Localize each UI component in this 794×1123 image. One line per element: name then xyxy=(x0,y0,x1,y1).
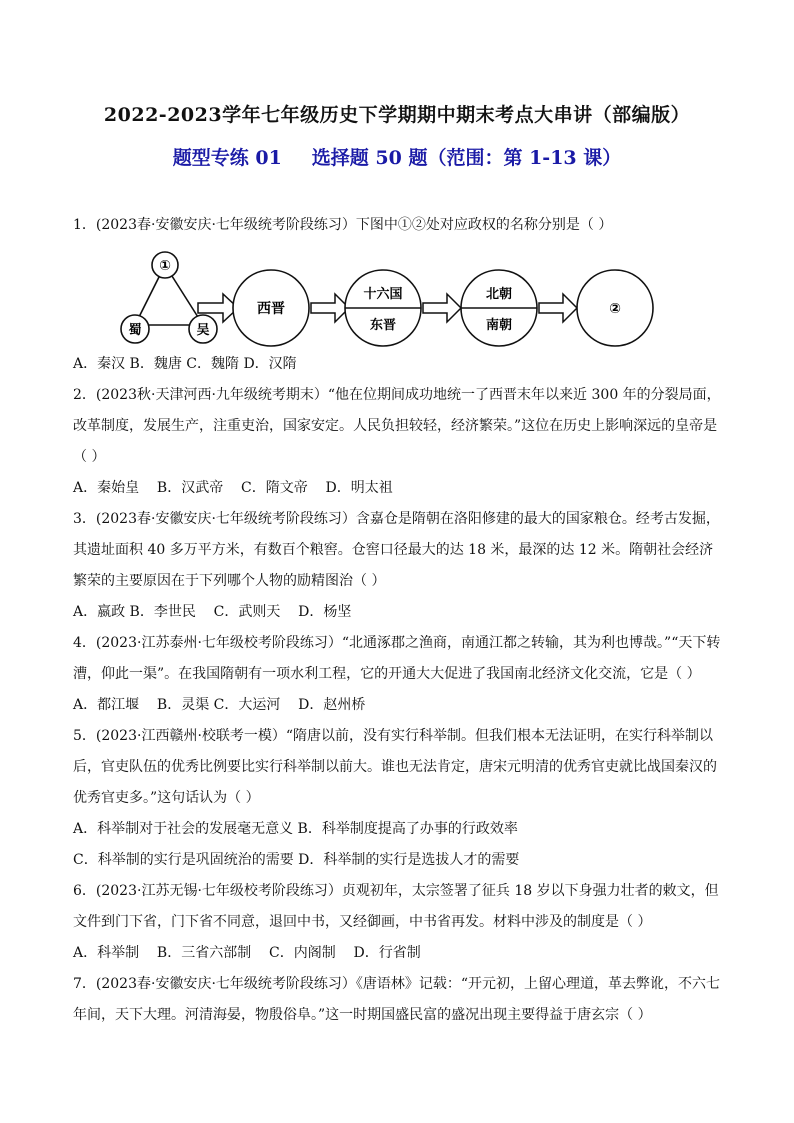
question-5-options-ab: A．科举制对于社会的发展毫无意义 B．科举制度提高了办事的行政效率 xyxy=(73,821,518,837)
question-4: 4．(2023·江苏泰州·七年级校考阶段练习）“北通涿郡之渔商，南通江都之转输，其为利也博哉。”“天下转漕，仰此一渠”。在我国隋朝有一项水利工程，它的开通大大促进了我国南北经济文化交流，它是（ ） xyxy=(73,635,721,682)
node-1 xyxy=(152,252,178,278)
node-wu-label: 吴 xyxy=(196,323,210,338)
question-5: 5．(2023·江西赣州·校联考一模）“隋唐以前，没有实行科举制。但我们根本无法证明，在实行科举制以后，官吏队伍的优秀比例要比实行科举制以前大。谁也无法肯定，唐宋元明清的优秀官吏就比战国秦汉的优秀官吏多。”这句话认为（ ） xyxy=(73,728,717,806)
node-nanchao-label: 南朝 xyxy=(485,318,513,333)
question-6-options: A．科举制 B．三省六部制 C．内阁制 D．行省制 xyxy=(73,945,421,961)
question-7: 7．(2023春·安徽安庆·七年级统考阶段练习）《唐语林》记载：“开元初，上留心理道，革去弊讹，不六七年间，天下大理。河清海晏，物殷俗阜。”这一时期国盛民富的盛况出现主要得益于唐玄宗（ ） xyxy=(73,976,721,1023)
node-sixteen-dongjin xyxy=(345,270,421,346)
node-1-label: ① xyxy=(159,258,171,274)
question-2-options: A．秦始皇 B．汉武帝 C．隋文帝 D．明太祖 xyxy=(73,480,393,496)
node-dongjin-label: 东晋 xyxy=(369,318,397,333)
dynasty-diagram xyxy=(73,241,723,349)
question-3-options: A．嬴政 B．李世民 C．武则天 D．杨坚 xyxy=(73,604,352,620)
node-sixteen-label: 十六国 xyxy=(363,287,403,302)
node-xijin xyxy=(233,270,309,346)
page-title: 2022-2023学年七年级历史下学期期中期末考点大串讲（部编版） xyxy=(103,104,691,126)
arrow-right-icon xyxy=(311,294,349,322)
question-4-options: A．都江堰 B．灵渠 C．大运河 D．赵州桥 xyxy=(73,697,366,713)
question-1-options: A．秦汉 B．魏唐 C．魏隋 D．汉隋 xyxy=(73,356,297,372)
node-wu xyxy=(189,315,217,343)
question-5-options-cd: C．科举制的实行是巩固统治的需要 D．科举制的实行是选拔人才的需要 xyxy=(73,852,520,868)
page-subtitle xyxy=(0,143,794,170)
question-2: 2．(2023秋·天津河西·九年级统考期末）“他在位期间成功地统一了西晋末年以来近 300 年的分裂局面，改革制度，发展生产，注重吏治，国家安定。人民负担较轻，经济繁荣。”这位在历史上影响深远的皇帝是（ ） xyxy=(73,387,721,465)
node-beichao-label: 北朝 xyxy=(485,287,513,302)
arrow-right-icon xyxy=(539,294,577,322)
node-bei-nan xyxy=(461,270,537,346)
question-1: 1．(2023春·安徽安庆·七年级统考阶段练习）下图中①②处对应政权的名称分别是（ ） xyxy=(73,217,613,233)
node-2-label: ② xyxy=(609,301,621,317)
node-2 xyxy=(577,270,653,346)
subtitle-part-a: 题型专练 01 xyxy=(172,147,282,169)
question-list xyxy=(73,210,723,1031)
node-shu xyxy=(121,315,149,343)
subtitle-part-b: 选择题 50 题（范围：第 1-13 课） xyxy=(311,147,622,169)
arrow-right-icon xyxy=(423,294,461,322)
question-3: 3．(2023春·安徽安庆·七年级统考阶段练习）含嘉仓是隋朝在洛阳修建的最大的国家粮仓。经考古发掘，其遗址面积 40 多万平方米，有数百个粮窖。仓窖口径最大的达 18 米，最深的达 12 米。隋朝社会经济繁荣的主要原因在于下列哪个人物的励精图治（ ） xyxy=(73,511,720,589)
node-shu-label: 蜀 xyxy=(128,323,142,338)
question-6: 6．(2023·江苏无锡·七年级校考阶段练习）贞观初年，太宗签署了征兵 18 岁以下身强力壮者的敕文，但文件到门下省，门下省不同意，退回中书，又经御画，中书省再发。材料中涉及的制度是（ ） xyxy=(73,883,719,930)
node-xijin-label: 西晋 xyxy=(257,301,285,317)
